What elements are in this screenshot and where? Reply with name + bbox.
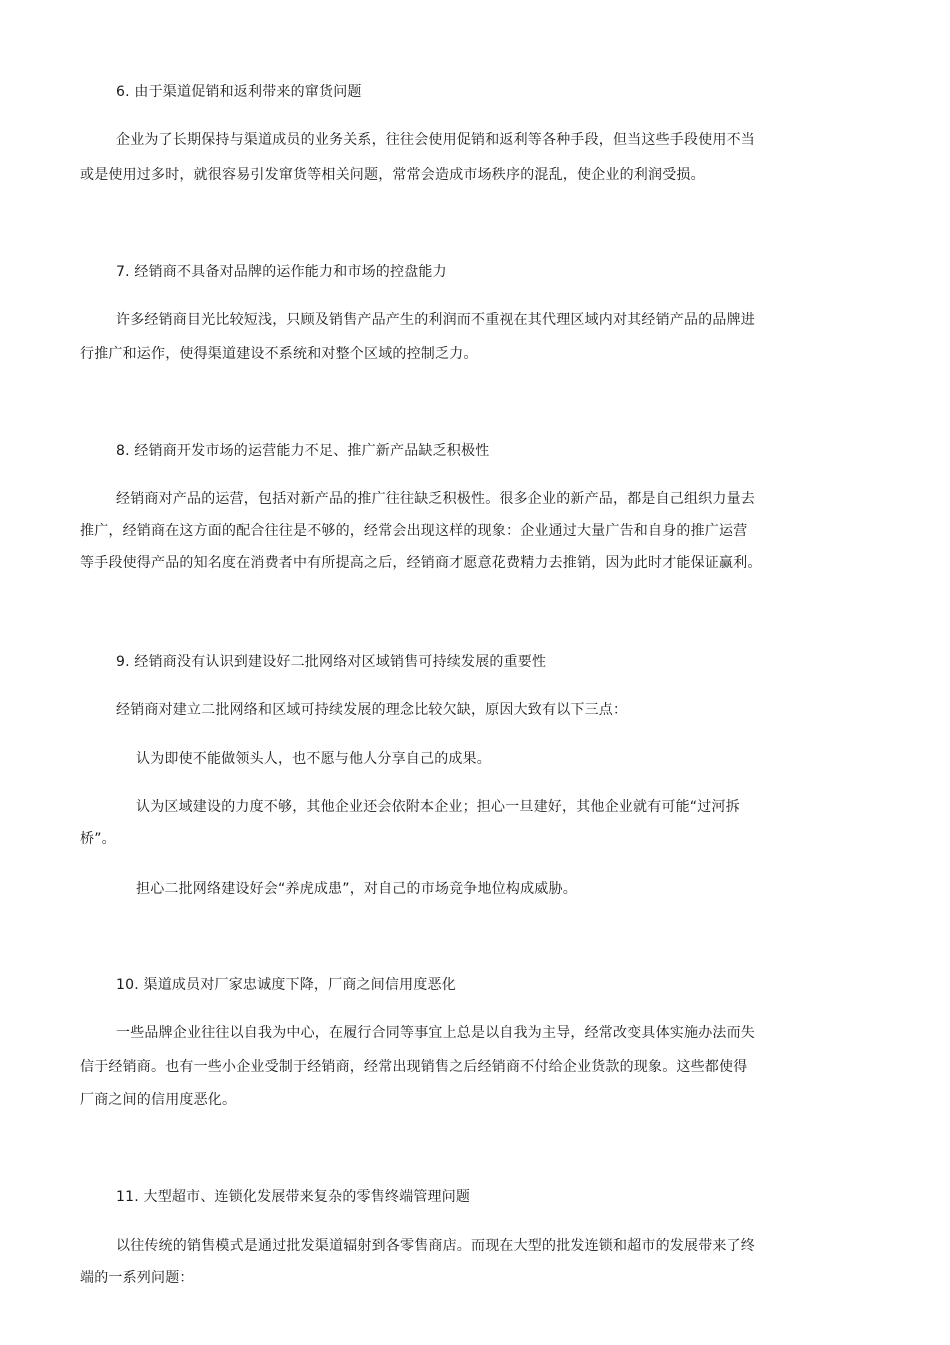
- paragraph-line: 一些品牌企业往往以自我为中心，在履行合同等事宜上总是以自我为主导，经常改变具体实施办法而失: [116, 1025, 755, 1041]
- list-item-reason-2: 认为区域建设的力度不够，其他企业还会依附本企业；担心一旦建好，其他企业就有可能“过河拆: [136, 799, 740, 815]
- paragraph-line: 经销商对建立二批网络和区域可持续发展的理念比较欠缺，原因大致有以下三点：: [116, 702, 628, 718]
- list-item-reason-1: 认为即使不能做领头人，也不愿与他人分享自己的成果。: [136, 751, 491, 767]
- paragraph-line: 经销商对产品的运营，包括对新产品的推广往往缺乏积极性。很多企业的新产品，都是自己组织力量去: [116, 491, 755, 507]
- section-heading-10: 10. 渠道成员对厂家忠诚度下降，厂商之间信用度恶化: [116, 977, 456, 993]
- section-heading-7: 7. 经销商不具备对品牌的运作能力和市场的控盘能力: [116, 264, 447, 280]
- section-heading-11: 11. 大型超市、连锁化发展带来复杂的零售终端管理问题: [116, 1189, 471, 1205]
- paragraph-line: 端的一系列问题：: [80, 1270, 194, 1286]
- paragraph-line: 或是使用过多时，就很容易引发窜货等相关问题，常常会造成市场秩序的混乱，使企业的利润受损。: [80, 167, 705, 183]
- list-item-reason-3: 担心二批网络建设好会“养虎成患”，对自己的市场竞争地位构成威胁。: [136, 881, 577, 897]
- paragraph-line: 等手段使得产品的知名度在消费者中有所提高之后，经销商才愿意花费精力去推销，因为此时才能保证赢利。: [80, 555, 762, 571]
- paragraph-line: 推广，经销商在这方面的配合往往是不够的，经常会出现这样的现象：企业通过大量广告和自身的推广运营: [80, 523, 748, 539]
- paragraph-line: 以往传统的销售模式是通过批发渠道辐射到各零售商店。而现在大型的批发连锁和超市的发展带来了终: [116, 1238, 755, 1254]
- paragraph-line: 许多经销商目光比较短浅，只顾及销售产品产生的利润而不重视在其代理区域内对其经销产品的品牌进: [116, 312, 755, 328]
- section-heading-9: 9. 经销商没有认识到建设好二批网络对区域销售可持续发展的重要性: [116, 654, 547, 670]
- paragraph-line: 行推广和运作，使得渠道建设不系统和对整个区域的控制乏力。: [80, 346, 478, 362]
- section-heading-6: 6. 由于渠道促销和返利带来的窜货问题: [116, 84, 362, 100]
- paragraph-line: 信于经销商。也有一些小企业受制于经销商，经常出现销售之后经销商不付给企业货款的现象。这些都使得: [80, 1059, 748, 1075]
- section-heading-8: 8. 经销商开发市场的运营能力不足、推广新产品缺乏积极性: [116, 443, 490, 459]
- paragraph-line: 企业为了长期保持与渠道成员的业务关系，往往会使用促销和返利等各种手段，但当这些手段使用不当: [116, 132, 755, 148]
- paragraph-line: 厂商之间的信用度恶化。: [80, 1092, 237, 1108]
- list-item-reason-2-cont: 桥”。: [80, 831, 116, 847]
